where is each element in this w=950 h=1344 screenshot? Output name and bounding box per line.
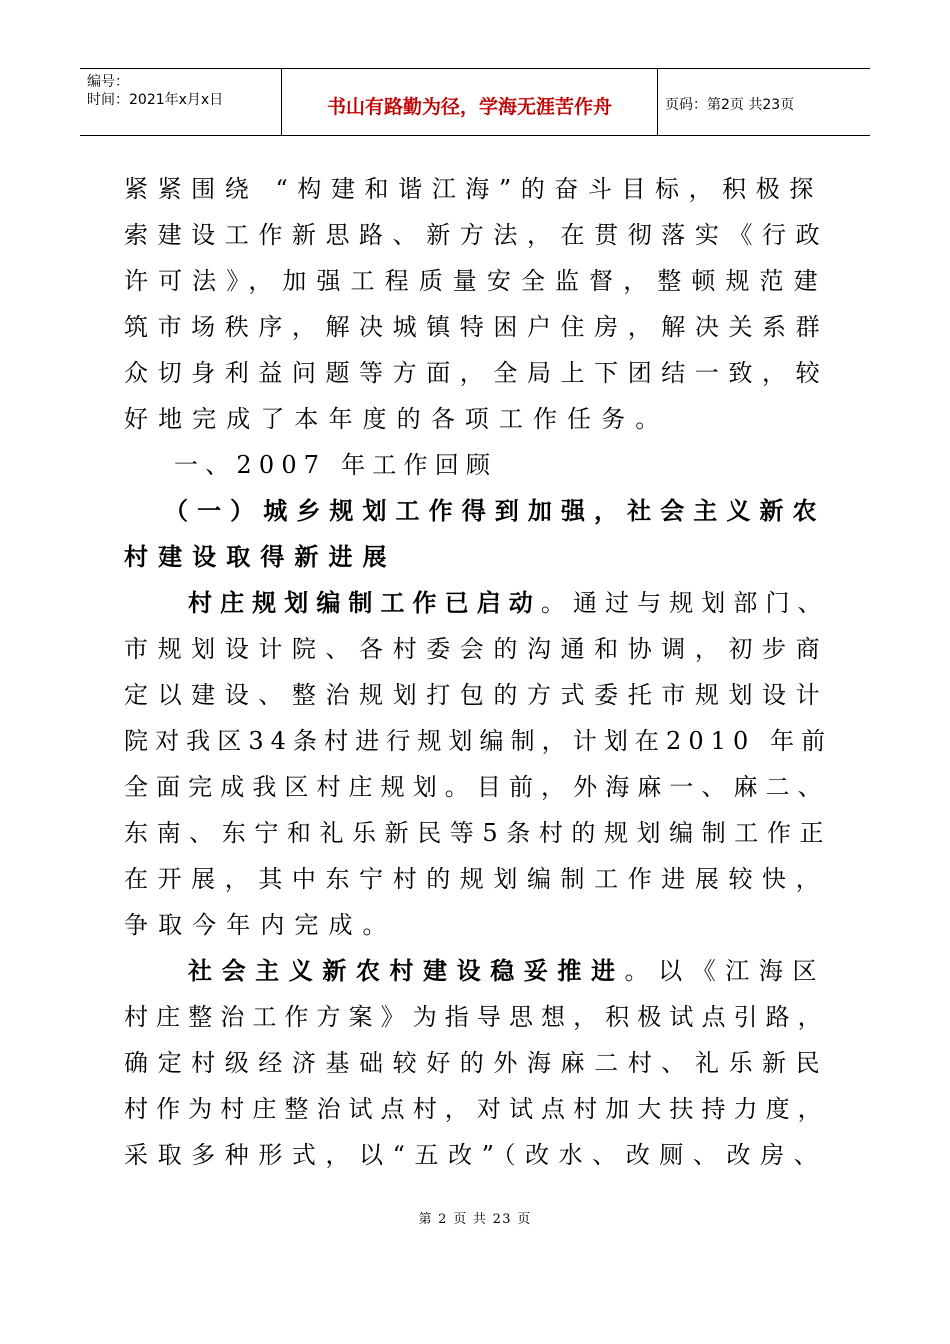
body-line: 争取今年内完成。 <box>124 911 397 939</box>
document-number: 编号： <box>87 74 129 90</box>
body-line: 村庄整治工作方案》为指导思想，积极试点引路， <box>124 1003 830 1031</box>
subheading-line: 村建设取得新进展 <box>124 542 397 571</box>
paragraph-lead: 社会主义新农村建设稳妥推进 <box>188 956 625 985</box>
page-header <box>80 68 870 136</box>
document-body <box>124 166 832 1178</box>
body-line: 在开展，其中东宁村的规划编制工作进展较快， <box>124 865 830 893</box>
body-line: 紧紧围绕 “构建和谐江海”的奋斗目标，积极探 <box>124 175 823 203</box>
paragraph-lead: 村庄规划编制工作已启动 <box>188 588 541 617</box>
body-line: 许可法》，加强工程质量安全监督，整顿规范建 <box>124 267 828 295</box>
body-line: 市规划设计院、各村委会的沟通和协调，初步商 <box>124 635 830 663</box>
header-info <box>80 69 282 135</box>
body-line: 定以建设、整治规划打包的方式委托市规划设计 <box>124 681 830 709</box>
body-line: 索建设工作新思路、新方法，在贯彻落实《行政 <box>124 221 830 249</box>
body-line: 院对我区34条村进行规划编制，计划在2010 年前 <box>124 727 833 755</box>
body-line: 众切身利益问题等方面，全局上下团结一致，较 <box>124 359 830 387</box>
body-line: 东南、东宁和礼乐新民等5条村的规划编制工作正 <box>124 819 833 847</box>
section-heading: 一、2007 年工作回顾 <box>174 451 498 479</box>
body-line: 采取多种形式，以“五改”（改水、改厕、改房、 <box>124 1141 828 1169</box>
document-time: 时间：2021年x月x日 <box>87 92 224 108</box>
paragraph-first-line <box>124 580 832 626</box>
paragraph-first-line <box>124 948 832 994</box>
body-line: 筑市场秩序，解决城镇特困户住房，解决关系群 <box>124 313 830 341</box>
body-line: 全面完成我区村庄规划。目前，外海麻一、麻二、 <box>124 773 830 801</box>
body-line: 好地完成了本年度的各项工作任务。 <box>124 405 670 433</box>
paragraph-text: 。通过与规划部门、 <box>540 589 830 617</box>
body-line: 村作为村庄整治试点村，对试点村加大扶持力度， <box>124 1095 830 1123</box>
header-page-info: 页码：第2页 共23页 <box>665 97 795 113</box>
page-footer: 第 2 页 共 23 页 <box>418 1212 532 1227</box>
paragraph-text: 。以《江海区 <box>624 957 827 985</box>
header-motto: 书山有路勤为径，学海无涯苦作舟 <box>282 69 658 135</box>
body-line: 确定村级经济基础较好的外海麻二村、礼乐新民 <box>124 1049 830 1077</box>
subheading-line: （一）城乡规划工作得到加强，社会主义新农 <box>164 496 826 525</box>
